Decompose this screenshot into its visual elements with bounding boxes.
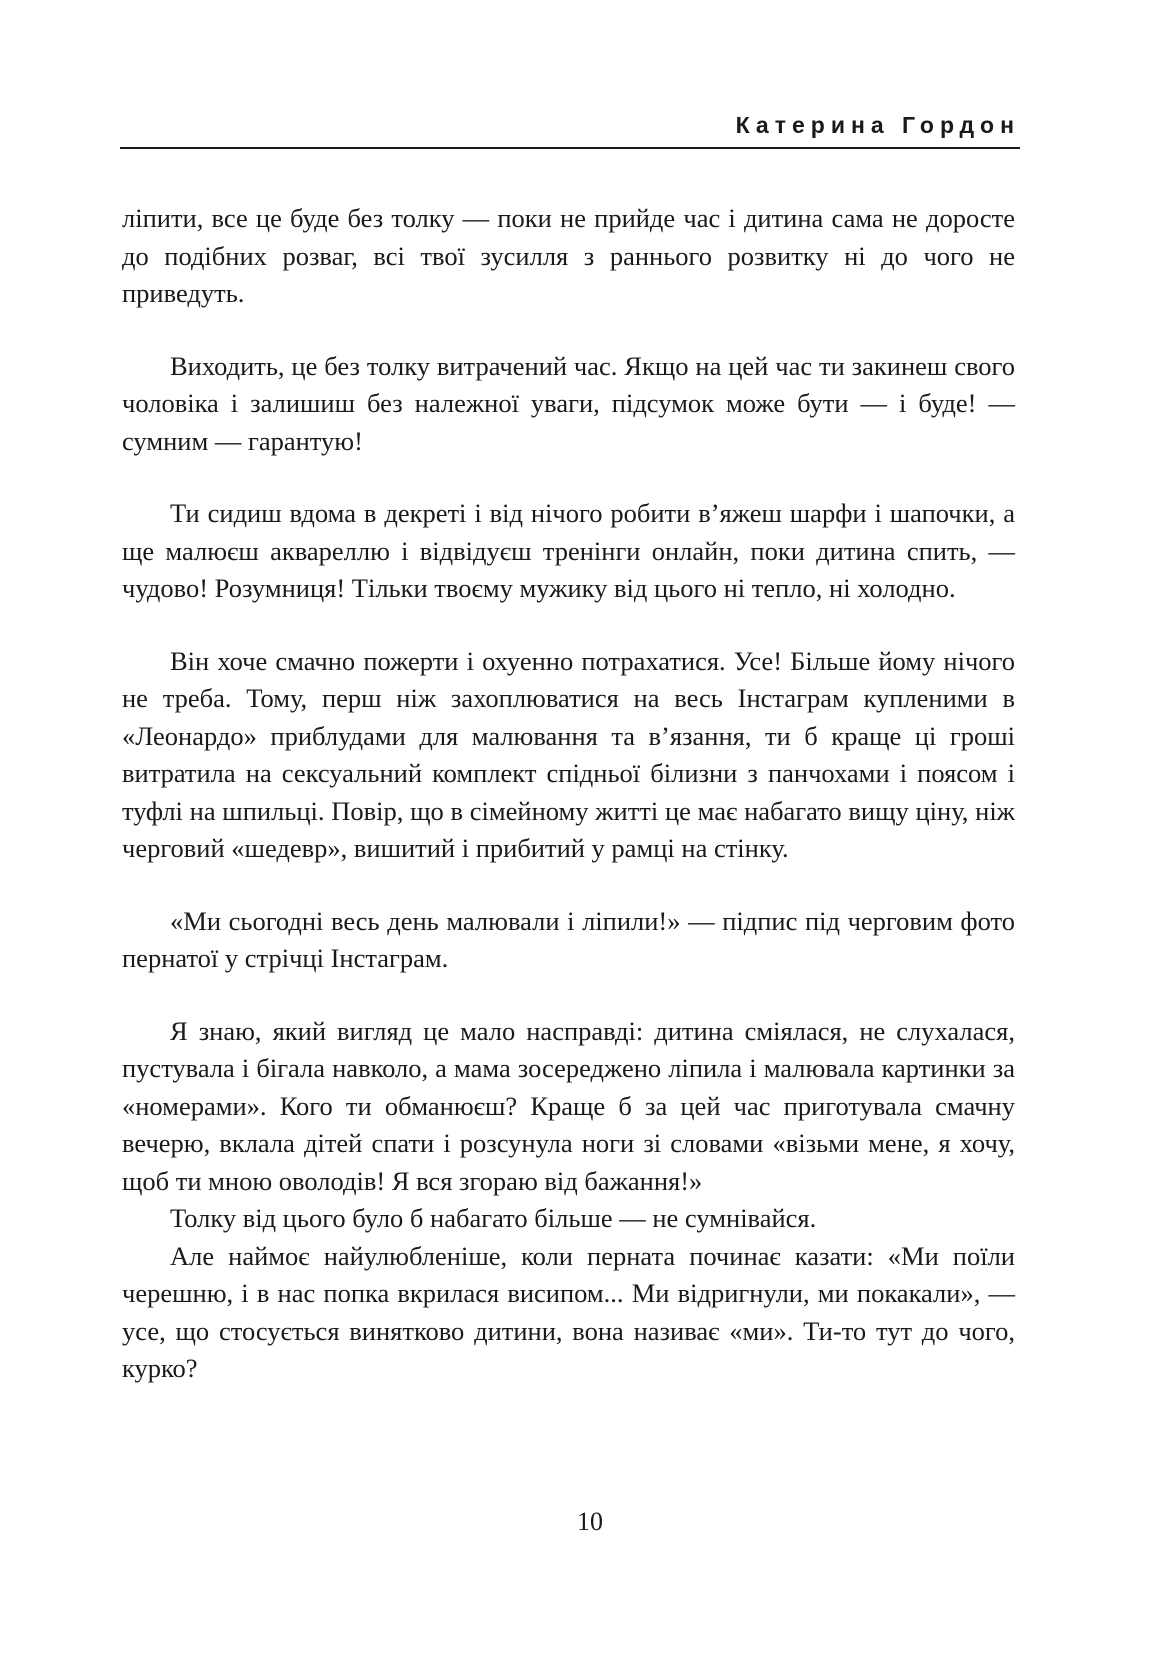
paragraph-2: Виходить, це без толку витрачений час. Якщо на цей час ти закинеш свого чоловіка і залишиш без належної уваги, підсумок може бути — і буде! — сумним — гарантую! (122, 350, 1015, 456)
paragraph-3: Ти сидиш вдома в декреті і від нічого робити в’яжеш шарфи і шапочки, а ще малюєш аквареллю і відвідуєш тренінги онлайн, поки дитина спить, — чудово! Розумниця! Тільки твоєму мужику від цього ні тепло, ні холодно. (122, 498, 1015, 603)
paragraph-6: Я знаю, який вигляд це мало насправді: дитина сміялася, не слухалася, пустувала і бігала навколо, а мама зосереджено ліпила і малювала картинки за «номерами». Кого ти обманюєш? Краще б за цей час приготувала смачну вечерю, вклала дітей спати і розсунула ноги зі словами «візьми мене, я хочу, щоб ти мною оволодів! Я вся згораю від бажання!» (122, 1015, 1015, 1196)
running-head-title: Катерина Гордон (735, 112, 1020, 138)
paragraph-7: Толку від цього було б набагато більше — не сумнівайся. (170, 1203, 817, 1233)
paragraph-8: Але наймоє найулюбленіше, коли перната починає казати: «Ми поїли черешню, і в нас попка вкрилася висипом... Ми відригнули, ми покакали», — усе, що стосується винятково дитини, вона називає «ми». Ти-то тут до чого, курко? (122, 1240, 1015, 1383)
header-rule (120, 147, 1020, 149)
paragraph-5: «Ми сьогодні весь день малювали і ліпили!» — підпис під черговим фото пернатої у стрічці Інстаграм. (122, 905, 1015, 973)
page-body (122, 200, 1015, 1388)
paragraph-1: ліпити, все це буде без толку — поки не прийде час і дитина сама не доросте до подібних розваг, всі твої зусилля з раннього розвитку ні до чого не приведуть. (122, 203, 1015, 308)
page-number: 10 (577, 1507, 603, 1536)
paragraph-4: Він хоче смачно пожерти і охуенно потрахатися. Усе! Більше йому нічого не треба. Тому, перш ніж захоплюватися на весь Інстаграм купленими в «Леонардо» приблудами для малювання та в’язання, ти б краще ці гроші витратила на сексуальний комплект спідньої білизни з панчохами і поясом і туфлі на шпильці. Повір, що в сімейному житті це має набагато вищу ціну, ніж черговий «шедевр», вишитий і прибитий у рамці на стінку. (122, 645, 1015, 863)
